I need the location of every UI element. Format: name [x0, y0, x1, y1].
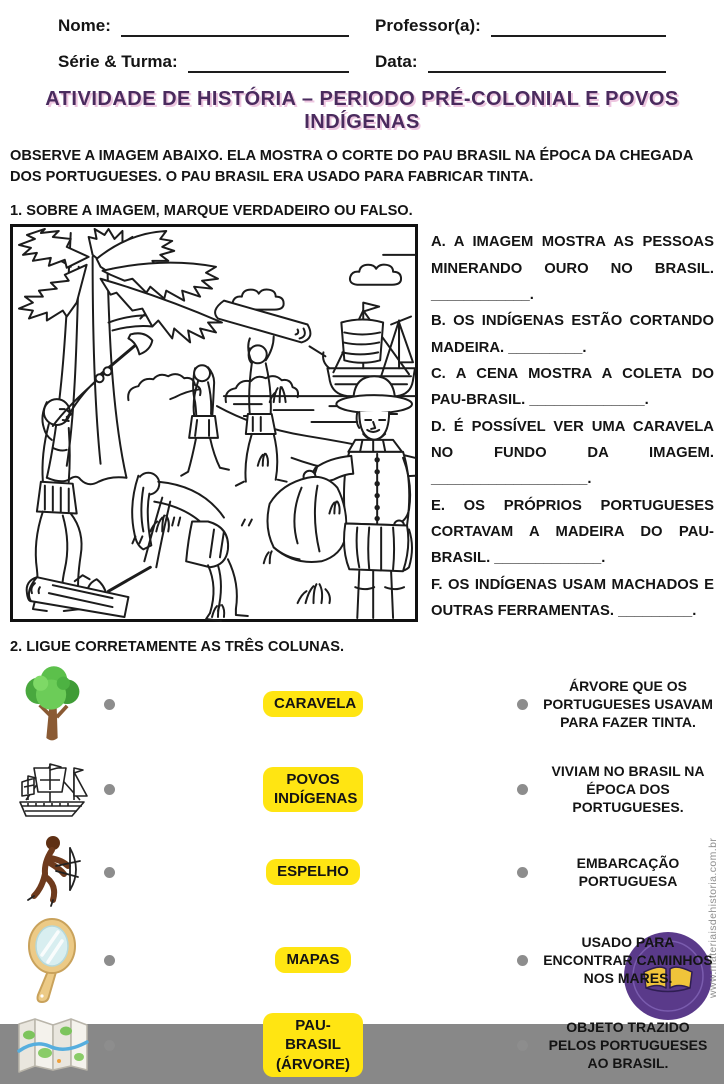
date-field [375, 52, 666, 73]
intro-text: OBSERVE A IMAGEM ABAIXO. ELA MOSTRA O CORTE DO PAU BRASIL NA ÉPOCA DA CHEGADA DOS PORTUGUESES. O PAU BRASIL ERA USADO PARA FABRICAR TINTA. [10, 148, 693, 186]
teacher-field [375, 16, 666, 37]
date-input-line[interactable] [428, 55, 666, 73]
name-field [58, 16, 349, 37]
brazilwood-scene-drawing [13, 227, 415, 619]
match-description-5: OBJETO TRAZIDO PELOS PORTUGUESES AO BRASIL. [548, 1018, 708, 1072]
left-connector-dot[interactable] [104, 955, 115, 966]
match-label-caravela[interactable]: CARAVELA [263, 691, 363, 717]
form-header [0, 0, 724, 73]
caravel-icon [14, 756, 90, 822]
hand-mirror-icon [25, 916, 79, 1004]
match-description-2: VIVIAM NO BRASIL NA ÉPOCA DOS PORTUGUESES. [551, 762, 705, 816]
right-connector-dot[interactable] [517, 784, 528, 795]
right-connector-dot[interactable] [517, 1040, 528, 1051]
worksheet-illustration [10, 224, 418, 622]
question1-heading: 1. SOBRE A IMAGEM, MARQUE VERDADEIRO OU FALSO. [10, 203, 413, 220]
left-connector-dot[interactable] [104, 1040, 115, 1051]
match-row-5 [10, 1006, 714, 1084]
name-input-line[interactable] [121, 19, 349, 37]
question2-heading: 2. LIGUE CORRETAMENTE AS TRÊS COLUNAS. [10, 639, 345, 656]
teacher-label: Professor(a): [375, 16, 481, 35]
match-row-1 [10, 660, 714, 748]
tree-icon [18, 664, 86, 744]
grade-class-input-line[interactable] [188, 55, 349, 73]
teacher-input-line[interactable] [491, 19, 666, 37]
match-row-3 [10, 830, 714, 914]
name-label: Nome: [58, 16, 111, 35]
matching-exercise [10, 660, 714, 1084]
grade-class-field [58, 52, 349, 73]
question-item-a: A. A IMAGEM MOSTRA AS PESSOAS MINERANDO OURO NO BRASIL. ____________. [431, 234, 714, 303]
left-connector-dot[interactable] [104, 699, 115, 710]
match-row-4 [10, 914, 714, 1006]
left-connector-dot[interactable] [104, 867, 115, 878]
match-description-4: USADO PARA ENCONTRAR CAMINHOS NOS MARES. [543, 933, 713, 987]
page-title: ATIVIDADE DE HISTÓRIA – PERIODO PRÉ-COLONIAL E POVOS INDÍGENAS [45, 88, 679, 133]
right-connector-dot[interactable] [517, 699, 528, 710]
grade-class-label: Série & Turma: [58, 52, 178, 71]
date-label: Data: [375, 52, 418, 71]
match-label-espelho[interactable]: ESPELHO [266, 859, 360, 885]
match-description-3: EMBARCAÇÃO PORTUGUESA [576, 854, 680, 890]
question-item-d: D. É POSSÍVEL VER UMA CARAVELA NO FUNDO DA IMAGEM. ___________________. [431, 418, 714, 488]
match-label-povos-indigenas[interactable]: POVOS INDÍGENAS [263, 767, 363, 812]
website-watermark: www.materiaisdehistoria.com.br [707, 837, 719, 998]
indigenous-person-icon [24, 832, 80, 912]
question-item-b: B. OS INDÍGENAS ESTÃO CORTANDO MADEIRA. _________. [431, 313, 714, 356]
left-connector-dot[interactable] [104, 784, 115, 795]
true-false-questions [431, 229, 714, 624]
match-description-1: ÁRVORE QUE OS PORTUGUESES USAVAM PARA FAZER TINTA. [543, 677, 713, 731]
match-label-pau-brasil[interactable]: PAU-BRASIL (ÁRVORE) [263, 1013, 363, 1078]
question-item-f: F. OS INDÍGENAS USAM MACHADOS E OUTRAS FERRAMENTAS. _________. [431, 576, 714, 619]
right-connector-dot[interactable] [517, 867, 528, 878]
match-label-mapas[interactable]: MAPAS [275, 947, 350, 973]
question-item-e: E. OS PRÓPRIOS PORTUGUESES CORTAVAM A MADEIRA DO PAU-BRASIL. _____________. [431, 497, 714, 567]
folded-map-icon [15, 1015, 89, 1075]
question-item-c: C. A CENA MOSTRA A COLETA DO PAU-BRASIL. ______________. [431, 365, 714, 409]
right-connector-dot[interactable] [517, 955, 528, 966]
match-row-2 [10, 748, 714, 830]
